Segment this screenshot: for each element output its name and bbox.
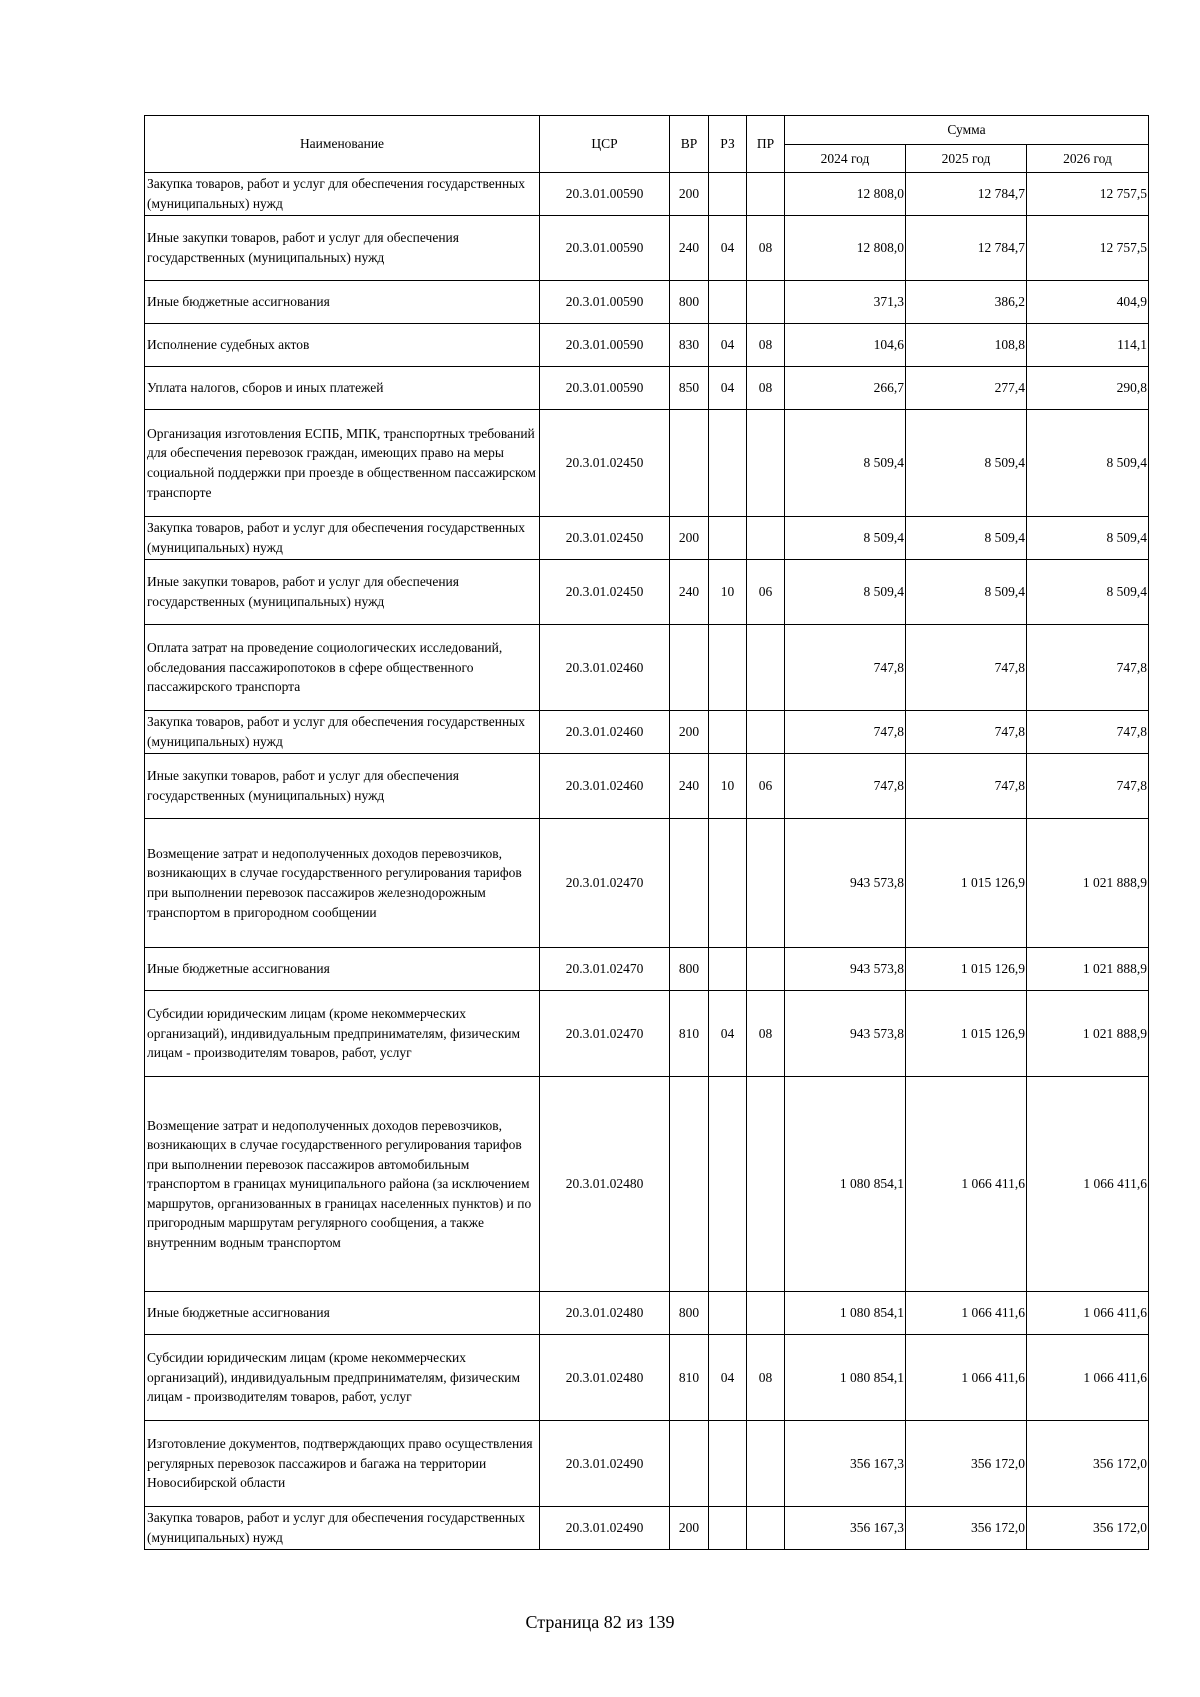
table-row — [145, 410, 1149, 517]
row-pr — [747, 625, 785, 711]
row-csr: 20.3.01.00590 — [540, 367, 670, 410]
row-name: Иные бюджетные ассигнования — [145, 948, 540, 991]
row-sum-2026: 114,1 — [1027, 324, 1149, 367]
row-sum-2025: 8 509,4 — [906, 410, 1027, 517]
header-sum: Сумма — [785, 116, 1149, 145]
row-sum-2026: 8 509,4 — [1027, 410, 1149, 517]
row-sum-2025: 356 172,0 — [906, 1421, 1027, 1507]
row-name: Иные закупки товаров, работ и услуг для обеспечения государственных (муниципальных) нужд — [145, 754, 540, 819]
table-row — [145, 367, 1149, 410]
row-sum-2025: 1 015 126,9 — [906, 948, 1027, 991]
row-sum-2025: 747,8 — [906, 711, 1027, 754]
row-pr: 08 — [747, 324, 785, 367]
row-rz — [709, 1292, 747, 1335]
row-sum-2025: 747,8 — [906, 754, 1027, 819]
table-row — [145, 517, 1149, 560]
row-rz: 10 — [709, 560, 747, 625]
row-vr: 200 — [670, 711, 709, 754]
row-sum-2026: 1 066 411,6 — [1027, 1292, 1149, 1335]
table-row — [145, 281, 1149, 324]
header-pr: ПР — [747, 116, 785, 173]
row-vr: 200 — [670, 517, 709, 560]
row-sum-2025: 1 066 411,6 — [906, 1077, 1027, 1292]
row-sum-2024: 371,3 — [785, 281, 906, 324]
row-sum-2024: 943 573,8 — [785, 991, 906, 1077]
row-sum-2025: 8 509,4 — [906, 517, 1027, 560]
row-sum-2026: 404,9 — [1027, 281, 1149, 324]
table-row — [145, 1507, 1149, 1550]
row-pr — [747, 1507, 785, 1550]
row-rz: 04 — [709, 324, 747, 367]
row-csr: 20.3.01.00590 — [540, 281, 670, 324]
row-csr: 20.3.01.00590 — [540, 216, 670, 281]
row-csr: 20.3.01.02450 — [540, 560, 670, 625]
row-csr: 20.3.01.02490 — [540, 1507, 670, 1550]
row-sum-2024: 8 509,4 — [785, 560, 906, 625]
row-vr — [670, 1421, 709, 1507]
row-sum-2026: 12 757,5 — [1027, 216, 1149, 281]
table-row — [145, 625, 1149, 711]
row-vr: 800 — [670, 281, 709, 324]
table-row — [145, 1421, 1149, 1507]
table-row — [145, 560, 1149, 625]
row-sum-2026: 356 172,0 — [1027, 1507, 1149, 1550]
row-sum-2026: 8 509,4 — [1027, 560, 1149, 625]
row-pr: 06 — [747, 754, 785, 819]
row-pr — [747, 517, 785, 560]
table-row — [145, 948, 1149, 991]
row-sum-2024: 747,8 — [785, 625, 906, 711]
row-sum-2025: 1 015 126,9 — [906, 819, 1027, 948]
row-pr — [747, 173, 785, 216]
table-row — [145, 173, 1149, 216]
row-csr: 20.3.01.02450 — [540, 410, 670, 517]
row-sum-2024: 1 080 854,1 — [785, 1077, 906, 1292]
row-name: Иные закупки товаров, работ и услуг для обеспечения государственных (муниципальных) нужд — [145, 216, 540, 281]
row-pr — [747, 1292, 785, 1335]
row-csr: 20.3.01.02460 — [540, 754, 670, 819]
row-vr: 810 — [670, 991, 709, 1077]
row-pr: 08 — [747, 1335, 785, 1421]
row-sum-2025: 277,4 — [906, 367, 1027, 410]
row-rz — [709, 819, 747, 948]
table-row — [145, 1335, 1149, 1421]
row-rz — [709, 1077, 747, 1292]
table-row — [145, 1292, 1149, 1335]
row-csr: 20.3.01.02480 — [540, 1077, 670, 1292]
header-name: Наименование — [145, 116, 540, 173]
row-sum-2024: 747,8 — [785, 754, 906, 819]
row-sum-2025: 1 066 411,6 — [906, 1335, 1027, 1421]
row-vr — [670, 1077, 709, 1292]
row-rz: 04 — [709, 216, 747, 281]
row-pr: 08 — [747, 991, 785, 1077]
row-name: Уплата налогов, сборов и иных платежей — [145, 367, 540, 410]
row-csr: 20.3.01.02460 — [540, 625, 670, 711]
row-csr: 20.3.01.02480 — [540, 1292, 670, 1335]
row-csr: 20.3.01.00590 — [540, 173, 670, 216]
row-sum-2025: 8 509,4 — [906, 560, 1027, 625]
table-row — [145, 324, 1149, 367]
row-vr: 800 — [670, 948, 709, 991]
table-row — [145, 1077, 1149, 1292]
row-csr: 20.3.01.02470 — [540, 819, 670, 948]
row-pr — [747, 410, 785, 517]
header-year-2024: 2024 год — [785, 145, 906, 173]
row-vr: 240 — [670, 216, 709, 281]
row-vr: 830 — [670, 324, 709, 367]
row-sum-2024: 747,8 — [785, 711, 906, 754]
row-sum-2025: 1 015 126,9 — [906, 991, 1027, 1077]
row-sum-2024: 12 808,0 — [785, 216, 906, 281]
row-rz — [709, 1507, 747, 1550]
row-sum-2026: 1 066 411,6 — [1027, 1077, 1149, 1292]
row-pr — [747, 281, 785, 324]
row-name: Закупка товаров, работ и услуг для обеспечения государственных (муниципальных) нужд — [145, 517, 540, 560]
header-rz: РЗ — [709, 116, 747, 173]
table-row — [145, 216, 1149, 281]
row-name: Оплата затрат на проведение социологических исследований, обследования пассажиропотоков в сфере общественного пассажирского транспорта — [145, 625, 540, 711]
row-rz — [709, 625, 747, 711]
header-year-2026: 2026 год — [1027, 145, 1149, 173]
row-sum-2026: 1 021 888,9 — [1027, 991, 1149, 1077]
row-pr: 08 — [747, 216, 785, 281]
row-rz — [709, 948, 747, 991]
row-pr — [747, 1077, 785, 1292]
row-vr: 200 — [670, 173, 709, 216]
row-name: Иные бюджетные ассигнования — [145, 1292, 540, 1335]
row-vr — [670, 410, 709, 517]
row-rz: 04 — [709, 1335, 747, 1421]
row-rz — [709, 1421, 747, 1507]
header-vr: ВР — [670, 116, 709, 173]
header-csr: ЦСР — [540, 116, 670, 173]
row-name: Изготовление документов, подтверждающих право осуществления регулярных перевозок пассажиров и багажа на территории Новосибирской области — [145, 1421, 540, 1507]
row-sum-2025: 356 172,0 — [906, 1507, 1027, 1550]
row-pr — [747, 948, 785, 991]
table-row — [145, 754, 1149, 819]
row-sum-2025: 12 784,7 — [906, 173, 1027, 216]
row-sum-2024: 1 080 854,1 — [785, 1335, 906, 1421]
row-sum-2026: 1 021 888,9 — [1027, 819, 1149, 948]
row-sum-2026: 290,8 — [1027, 367, 1149, 410]
row-csr: 20.3.01.02480 — [540, 1335, 670, 1421]
row-sum-2024: 8 509,4 — [785, 410, 906, 517]
row-sum-2025: 108,8 — [906, 324, 1027, 367]
row-csr: 20.3.01.02470 — [540, 948, 670, 991]
row-name: Субсидии юридическим лицам (кроме некоммерческих организаций), индивидуальным предпринимателям, физическим лицам - производителям товаров, работ, услуг — [145, 1335, 540, 1421]
row-sum-2024: 943 573,8 — [785, 948, 906, 991]
row-name: Закупка товаров, работ и услуг для обеспечения государственных (муниципальных) нужд — [145, 173, 540, 216]
row-sum-2025: 12 784,7 — [906, 216, 1027, 281]
row-rz — [709, 711, 747, 754]
row-rz — [709, 173, 747, 216]
table-row — [145, 711, 1149, 754]
row-pr — [747, 711, 785, 754]
row-rz — [709, 281, 747, 324]
table-row — [145, 819, 1149, 948]
row-sum-2026: 12 757,5 — [1027, 173, 1149, 216]
row-sum-2026: 1 066 411,6 — [1027, 1335, 1149, 1421]
row-sum-2026: 747,8 — [1027, 754, 1149, 819]
row-csr: 20.3.01.02470 — [540, 991, 670, 1077]
row-vr: 200 — [670, 1507, 709, 1550]
row-csr: 20.3.01.02490 — [540, 1421, 670, 1507]
row-rz — [709, 410, 747, 517]
row-sum-2024: 8 509,4 — [785, 517, 906, 560]
row-name: Иные закупки товаров, работ и услуг для обеспечения государственных (муниципальных) нужд — [145, 560, 540, 625]
row-name: Возмещение затрат и недополученных доходов перевозчиков, возникающих в случае государственного регулирования тарифов при выполнении перевозок пассажиров железнодорожным транспортом в пригородном сообщении — [145, 819, 540, 948]
header-year-2025: 2025 год — [906, 145, 1027, 173]
row-pr — [747, 1421, 785, 1507]
row-sum-2026: 747,8 — [1027, 711, 1149, 754]
row-vr: 240 — [670, 754, 709, 819]
row-vr — [670, 819, 709, 948]
row-sum-2026: 747,8 — [1027, 625, 1149, 711]
row-csr: 20.3.01.02460 — [540, 711, 670, 754]
row-name: Субсидии юридическим лицам (кроме некоммерческих организаций), индивидуальным предпринимателям, физическим лицам - производителям товаров, работ, услуг — [145, 991, 540, 1077]
page-number: Страница 82 из 139 — [525, 1612, 675, 1632]
row-rz: 04 — [709, 991, 747, 1077]
row-sum-2024: 104,6 — [785, 324, 906, 367]
row-sum-2024: 356 167,3 — [785, 1421, 906, 1507]
row-name: Закупка товаров, работ и услуг для обеспечения государственных (муниципальных) нужд — [145, 711, 540, 754]
budget-table — [144, 115, 1149, 1550]
row-rz: 04 — [709, 367, 747, 410]
row-sum-2025: 747,8 — [906, 625, 1027, 711]
row-vr: 240 — [670, 560, 709, 625]
row-sum-2026: 1 021 888,9 — [1027, 948, 1149, 991]
row-sum-2024: 266,7 — [785, 367, 906, 410]
row-sum-2025: 1 066 411,6 — [906, 1292, 1027, 1335]
row-pr: 06 — [747, 560, 785, 625]
row-csr: 20.3.01.02450 — [540, 517, 670, 560]
row-pr — [747, 819, 785, 948]
row-name: Закупка товаров, работ и услуг для обеспечения государственных (муниципальных) нужд — [145, 1507, 540, 1550]
row-pr: 08 — [747, 367, 785, 410]
row-sum-2024: 943 573,8 — [785, 819, 906, 948]
row-sum-2024: 1 080 854,1 — [785, 1292, 906, 1335]
row-name: Исполнение судебных актов — [145, 324, 540, 367]
row-sum-2024: 12 808,0 — [785, 173, 906, 216]
row-rz: 10 — [709, 754, 747, 819]
row-vr — [670, 625, 709, 711]
row-vr: 810 — [670, 1335, 709, 1421]
row-rz — [709, 517, 747, 560]
table-row — [145, 991, 1149, 1077]
row-sum-2025: 386,2 — [906, 281, 1027, 324]
row-sum-2026: 8 509,4 — [1027, 517, 1149, 560]
row-name: Возмещение затрат и недополученных доходов перевозчиков, возникающих в случае государственного регулирования тарифов при выполнении перевозок пассажиров автомобильным транспортом в границах муниципального района (за исключением маршрутов, организованных в границах населенных пунктов) и по пригородным маршрутам регулярного сообщения, а также внутренним водным транспортом — [145, 1077, 540, 1292]
row-vr: 850 — [670, 367, 709, 410]
table-body — [145, 173, 1149, 1550]
row-sum-2024: 356 167,3 — [785, 1507, 906, 1550]
row-vr: 800 — [670, 1292, 709, 1335]
row-name: Организация изготовления ЕСПБ, МПК, транспортных требований для обеспечения перевозок граждан, имеющих право на меры социальной поддержки при проезде в общественном пассажирском транспорте — [145, 410, 540, 517]
row-sum-2026: 356 172,0 — [1027, 1421, 1149, 1507]
row-name: Иные бюджетные ассигнования — [145, 281, 540, 324]
row-csr: 20.3.01.00590 — [540, 324, 670, 367]
